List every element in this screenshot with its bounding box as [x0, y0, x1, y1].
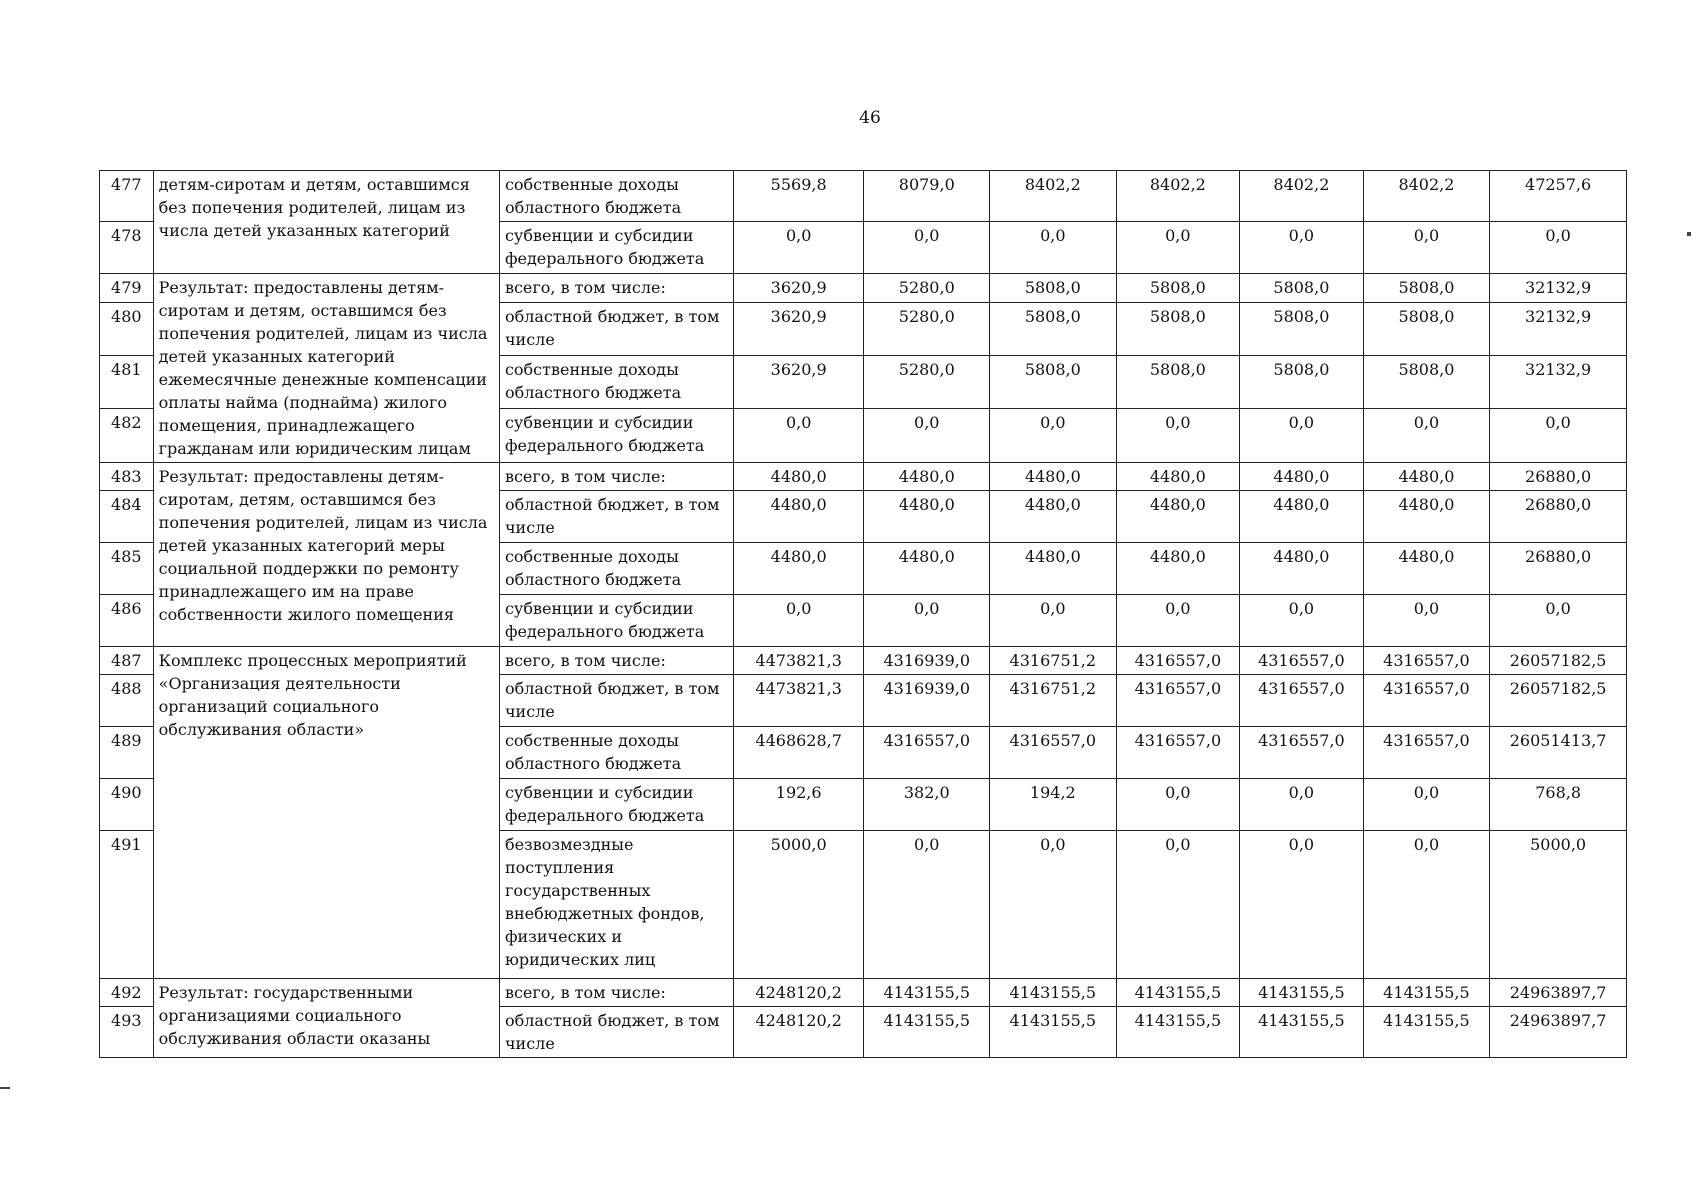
year-value: 0,0	[990, 831, 1117, 979]
year-value: 5808,0	[1116, 302, 1240, 355]
year-value: 0,0	[864, 222, 990, 274]
year-value: 0,0	[864, 409, 990, 463]
year-value: 4143155,5	[990, 1007, 1117, 1058]
year-value: 0,0	[1363, 409, 1490, 463]
row-number: 484	[100, 491, 154, 543]
year-value: 4143155,5	[864, 979, 990, 1007]
year-value: 4143155,5	[1363, 979, 1490, 1007]
table-row	[100, 979, 1627, 1007]
year-value: 5808,0	[1240, 355, 1364, 409]
row-number: 483	[100, 463, 154, 491]
year-value: 4316939,0	[864, 675, 990, 727]
measure-name: Результат: государственными организациями социального обслуживания области оказаны	[153, 979, 499, 1058]
year-value: 4316557,0	[1363, 727, 1490, 779]
funding-source: областной бюджет, в том числе	[499, 302, 733, 355]
year-value: 4143155,5	[1363, 1007, 1490, 1058]
year-value: 0,0	[1240, 595, 1364, 647]
year-value: 4480,0	[1363, 463, 1490, 491]
year-value: 4473821,3	[733, 647, 864, 675]
year-value: 5569,8	[733, 171, 864, 222]
year-value: 5000,0	[733, 831, 864, 979]
year-value: 5280,0	[864, 302, 990, 355]
funding-source: субвенции и субсидии федерального бюджета	[499, 595, 733, 647]
year-value: 0,0	[1116, 409, 1240, 463]
total-value: 0,0	[1490, 595, 1627, 647]
year-value: 4316557,0	[1116, 647, 1240, 675]
total-value: 26880,0	[1490, 543, 1627, 595]
year-value: 5808,0	[1240, 274, 1364, 303]
year-value: 4316939,0	[864, 647, 990, 675]
year-value: 0,0	[1116, 222, 1240, 274]
year-value: 5808,0	[1116, 274, 1240, 303]
year-value: 0,0	[990, 409, 1117, 463]
year-value: 4316751,2	[990, 675, 1117, 727]
year-value: 0,0	[864, 595, 990, 647]
year-value: 4480,0	[733, 491, 864, 543]
funding-source: всего, в том числе:	[499, 274, 733, 303]
year-value: 0,0	[1363, 222, 1490, 274]
total-value: 5000,0	[1490, 831, 1627, 979]
year-value: 0,0	[733, 409, 864, 463]
year-value: 8079,0	[864, 171, 990, 222]
year-value: 4316557,0	[1116, 727, 1240, 779]
year-value: 0,0	[733, 595, 864, 647]
row-number: 489	[100, 727, 154, 779]
year-value: 4316557,0	[1363, 647, 1490, 675]
funding-source: областной бюджет, в том числе	[499, 491, 733, 543]
row-number: 479	[100, 274, 154, 303]
year-value: 5280,0	[864, 355, 990, 409]
year-value: 0,0	[1116, 779, 1240, 831]
year-value: 4316557,0	[1116, 675, 1240, 727]
year-value: 0,0	[733, 222, 864, 274]
measure-name: детям-сиротам и детям, оставшимся без попечения родителей, лицам из числа детей указанных категорий	[153, 171, 499, 274]
table-row	[100, 274, 1627, 303]
year-value: 0,0	[990, 595, 1117, 647]
margin-mark	[1687, 232, 1691, 236]
row-number: 478	[100, 222, 154, 274]
year-value: 0,0	[990, 222, 1117, 274]
year-value: 5808,0	[990, 274, 1117, 303]
page-number: 46	[859, 108, 881, 128]
year-value: 4480,0	[1363, 491, 1490, 543]
row-number: 477	[100, 171, 154, 222]
total-value: 0,0	[1490, 222, 1627, 274]
budget-table	[99, 170, 1627, 1058]
funding-source: субвенции и субсидии федерального бюджета	[499, 409, 733, 463]
total-value: 26880,0	[1490, 491, 1627, 543]
row-number: 490	[100, 779, 154, 831]
table-row	[100, 647, 1627, 675]
row-number: 481	[100, 355, 154, 409]
year-value: 0,0	[1363, 595, 1490, 647]
measure-name: Результат: предоставлены детям-сиротам, детям, оставшимся без попечения родителей, лицам из числа детей указанных категорий меры социальной поддержки по ремонту принадлежащего им на праве собственности жилого помещения	[153, 463, 499, 647]
year-value: 0,0	[1363, 831, 1490, 979]
funding-source: субвенции и субсидии федерального бюджета	[499, 222, 733, 274]
year-value: 5808,0	[1240, 302, 1364, 355]
funding-source: областной бюджет, в том числе	[499, 675, 733, 727]
year-value: 4143155,5	[990, 979, 1117, 1007]
year-value: 4468628,7	[733, 727, 864, 779]
year-value: 0,0	[1240, 779, 1364, 831]
year-value: 4473821,3	[733, 675, 864, 727]
year-value: 4480,0	[1116, 463, 1240, 491]
funding-source: собственные доходы областного бюджета	[499, 355, 733, 409]
year-value: 4316751,2	[990, 647, 1117, 675]
year-value: 3620,9	[733, 302, 864, 355]
total-value: 47257,6	[1490, 171, 1627, 222]
margin-mark	[0, 1087, 10, 1089]
year-value: 0,0	[1240, 831, 1364, 979]
year-value: 4143155,5	[1240, 979, 1364, 1007]
total-value: 26051413,7	[1490, 727, 1627, 779]
total-value: 24963897,7	[1490, 1007, 1627, 1058]
total-value: 26057182,5	[1490, 675, 1627, 727]
funding-source: собственные доходы областного бюджета	[499, 171, 733, 222]
year-value: 0,0	[1116, 831, 1240, 979]
row-number: 485	[100, 543, 154, 595]
year-value: 8402,2	[1363, 171, 1490, 222]
year-value: 4480,0	[990, 543, 1117, 595]
total-value: 32132,9	[1490, 302, 1627, 355]
total-value: 26057182,5	[1490, 647, 1627, 675]
year-value: 4480,0	[1240, 463, 1364, 491]
total-value: 768,8	[1490, 779, 1627, 831]
year-value: 5808,0	[1363, 274, 1490, 303]
year-value: 5808,0	[990, 302, 1117, 355]
row-number: 491	[100, 831, 154, 979]
year-value: 4143155,5	[864, 1007, 990, 1058]
year-value: 0,0	[1363, 779, 1490, 831]
year-value: 4316557,0	[1240, 647, 1364, 675]
funding-source: всего, в том числе:	[499, 647, 733, 675]
year-value: 4480,0	[1116, 543, 1240, 595]
year-value: 4480,0	[1363, 543, 1490, 595]
year-value: 5808,0	[1363, 302, 1490, 355]
total-value: 0,0	[1490, 409, 1627, 463]
year-value: 4248120,2	[733, 1007, 864, 1058]
year-value: 4248120,2	[733, 979, 864, 1007]
row-number: 486	[100, 595, 154, 647]
total-value: 32132,9	[1490, 274, 1627, 303]
year-value: 4480,0	[864, 491, 990, 543]
year-value: 192,6	[733, 779, 864, 831]
year-value: 4316557,0	[1240, 727, 1364, 779]
funding-source: собственные доходы областного бюджета	[499, 543, 733, 595]
year-value: 194,2	[990, 779, 1117, 831]
year-value: 8402,2	[1116, 171, 1240, 222]
funding-source: собственные доходы областного бюджета	[499, 727, 733, 779]
row-number: 488	[100, 675, 154, 727]
year-value: 5808,0	[990, 355, 1117, 409]
row-number: 493	[100, 1007, 154, 1058]
funding-source: областной бюджет, в том числе	[499, 1007, 733, 1058]
funding-source: всего, в том числе:	[499, 463, 733, 491]
year-value: 4316557,0	[990, 727, 1117, 779]
year-value: 4480,0	[1116, 491, 1240, 543]
year-value: 4143155,5	[1240, 1007, 1364, 1058]
year-value: 3620,9	[733, 355, 864, 409]
year-value: 382,0	[864, 779, 990, 831]
year-value: 4480,0	[733, 463, 864, 491]
year-value: 4480,0	[864, 463, 990, 491]
total-value: 32132,9	[1490, 355, 1627, 409]
year-value: 0,0	[864, 831, 990, 979]
year-value: 0,0	[1240, 222, 1364, 274]
year-value: 4480,0	[733, 543, 864, 595]
funding-source: безвозмездные поступления государственных внебюджетных фондов, физических и юридических лиц	[499, 831, 733, 979]
year-value: 8402,2	[1240, 171, 1364, 222]
row-number: 492	[100, 979, 154, 1007]
measure-name: Комплекс процессных мероприятий «Организация деятельности организаций социального обслуживания области»	[153, 647, 499, 979]
year-value: 4480,0	[1240, 543, 1364, 595]
table-row	[100, 463, 1627, 491]
year-value: 3620,9	[733, 274, 864, 303]
year-value: 5280,0	[864, 274, 990, 303]
row-number: 487	[100, 647, 154, 675]
year-value: 4480,0	[990, 491, 1117, 543]
year-value: 4143155,5	[1116, 1007, 1240, 1058]
year-value: 4143155,5	[1116, 979, 1240, 1007]
total-value: 24963897,7	[1490, 979, 1627, 1007]
measure-name: Результат: предоставлены детям-сиротам и детям, оставшимся без попечения родителей, лицам из числа детей указанных категорий ежемесячные денежные компенсации оплаты найма (поднайма) жилого помещения, принадлежащего гражданам или юридическим лицам	[153, 274, 499, 463]
year-value: 4316557,0	[1363, 675, 1490, 727]
year-value: 0,0	[1116, 595, 1240, 647]
year-value: 4316557,0	[864, 727, 990, 779]
year-value: 4480,0	[1240, 491, 1364, 543]
year-value: 5808,0	[1363, 355, 1490, 409]
funding-source: субвенции и субсидии федерального бюджета	[499, 779, 733, 831]
row-number: 482	[100, 409, 154, 463]
year-value: 5808,0	[1116, 355, 1240, 409]
year-value: 8402,2	[990, 171, 1117, 222]
total-value: 26880,0	[1490, 463, 1627, 491]
year-value: 0,0	[1240, 409, 1364, 463]
year-value: 4480,0	[864, 543, 990, 595]
row-number: 480	[100, 302, 154, 355]
year-value: 4316557,0	[1240, 675, 1364, 727]
funding-source: всего, в том числе:	[499, 979, 733, 1007]
table-row	[100, 171, 1627, 222]
year-value: 4480,0	[990, 463, 1117, 491]
